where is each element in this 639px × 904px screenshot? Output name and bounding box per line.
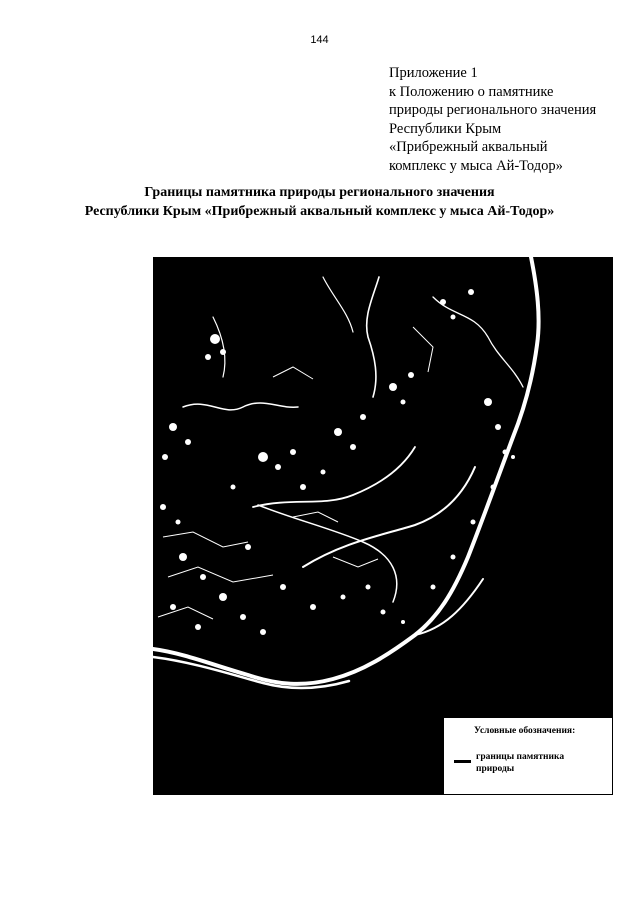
boundary-line-icon	[454, 760, 471, 763]
satellite-map	[153, 257, 613, 795]
coastline-image	[153, 257, 613, 795]
title-line-1: Границы памятника природы регионального значения	[144, 185, 495, 200]
appendix-line: комплекс у мыса Ай-Тодор»	[389, 157, 563, 174]
legend-title: Условные обозначения:	[474, 726, 576, 736]
appendix-line: «Прибрежный аквальный	[389, 139, 548, 155]
appendix-note	[389, 64, 634, 175]
appendix-line: природы регионального значения	[389, 102, 597, 118]
appendix-line: Приложение 1	[389, 65, 478, 81]
appendix-line: к Положению о памятнике	[389, 83, 554, 100]
page-number: 144	[310, 34, 329, 46]
appendix-line: Республики Крым	[389, 120, 502, 137]
document-title	[0, 183, 639, 221]
title-line-2: Республики Крым «Прибрежный аквальный комплекс у мыса Ай-Тодор»	[84, 204, 555, 219]
legend-item-label: границы памятника природы	[476, 752, 565, 774]
map-legend	[443, 717, 613, 795]
